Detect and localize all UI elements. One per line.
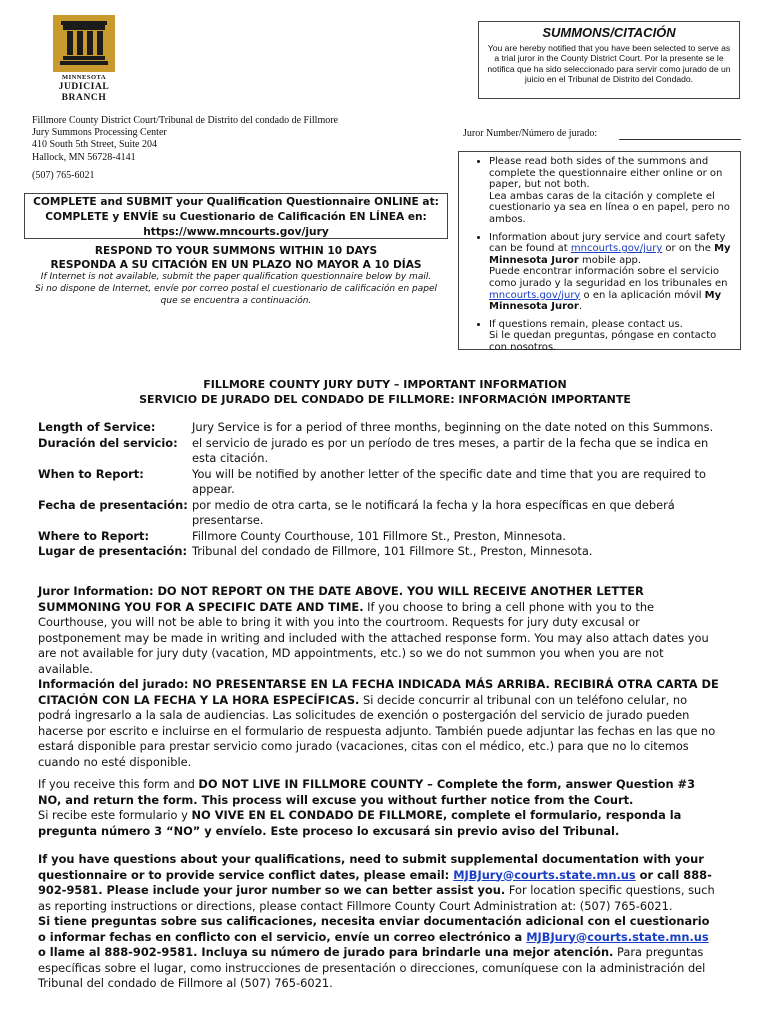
note-line: que se encuentra a continuación. [160,296,312,306]
info-row [38,467,718,498]
address-line: Fillmore County District Court/Tribunal de Distrito del condado de Fillmore [32,115,338,126]
info-value: Tribunal del condado de Fillmore, 101 Fillmore St., Preston, Minnesota. [192,544,593,558]
questions-text: For location specific questions, such as reporting instructions or directions, please contact Fillmore County Court Administration at: (507) 765-6021. [38,883,715,913]
instruction-text: o en la aplicación móvil [580,289,705,301]
respond-notice [24,244,448,272]
instruction-item [489,232,732,313]
summons-box [478,21,740,99]
info-value: You will be notified by another letter of the specific date and time that you are required to appear. [192,466,706,496]
summons-title: SUMMONS/CITACIÓN [542,25,676,40]
logo-line1: JUDICIAL [58,82,110,92]
info-title [0,378,770,407]
questions-section [38,852,720,992]
mncourts-link[interactable]: mncourts.gov/jury [489,289,581,301]
info-row [38,529,718,545]
juror-number-label: Juror Number/Número de jurado: [463,128,598,139]
juror-info-text: Si decide concurrir al tribunal con un teléfono celular, no podrá ingresarlo a la sala de audiencias. Las solicitudes de exención o postergación del servicio de jurado pueden hacerse por escrito e incluirse en el formulario de respuesta adjunto. También puede adjuntar las fechas en las que no estará disponible para prestar servicio como jurado (vacaciones, citas con el médico, etc.) para que no lo citemos cuando no esté disponible. [38,692,716,769]
questions-en [38,852,720,914]
respond-line-en: RESPOND TO YOUR SUMMONS WITHIN 10 DAYS [94,245,378,257]
note-line: If Internet is not available, submit the paper qualification questionnaire below by mail. [40,272,432,282]
mncourts-link[interactable]: mncourts.gov/jury [570,243,663,255]
info-label: Fecha de presentación: [38,497,188,512]
juror-info-heading: Juror Information: DO NOT REPORT ON THE DATE ABOVE. YOU WILL RECEIVE ANOTHER LETTER SUMMONING YOU FOR A SPECIFIC DATE AND TIME. [38,584,644,614]
questions-bold: o llame al 888-902-9581. Incluya su número de jurado para brindarle una mejor atención. [38,945,614,959]
not-resident-section [38,777,720,839]
info-value: por medio de otra carta, se le notificará la fecha y la hora específicas en que deberá presentarse. [192,497,675,527]
address-line: Jury Summons Processing Center [32,127,167,139]
juror-info-es [38,677,720,770]
info-label: Lugar de presentación: [38,544,188,558]
email-link[interactable]: MJBJury@courts.state.mn.us [453,867,636,882]
judicial-branch-logo [53,15,115,72]
questionnaire-url-link[interactable]: https://www.mncourts.gov/jury [143,226,329,238]
instruction-text: Information about jury service and court safety can be found at [489,231,726,255]
logo-state: MINNESOTA [61,74,107,81]
instruction-es: Si le quedan preguntas, póngase en contacto con nosotros. [489,330,717,353]
not-resident-text: If you receive this form and [38,777,199,791]
instruction-text: mobile app. [578,254,642,266]
address-line: Hallock, MN 56728-4141 [32,151,136,163]
not-resident-es [38,808,720,839]
app-name: My Minnesota Juror [489,289,722,313]
instruction-text: Puede encontrar información sobre el servicio como jurado y la seguridad en los tribunales en [489,266,728,289]
internet-note [18,271,454,307]
juror-info-section [38,584,720,770]
info-title-en: FILLMORE COUNTY JURY DUTY – IMPORTANT INFORMATION [203,378,567,391]
juror-number-field[interactable] [619,139,741,140]
courthouse-icon [53,15,115,72]
info-row [38,544,718,560]
questions-bold: Si tiene preguntas sobre sus calificaciones, necesita enviar documentación adicional con el cuestionario o informar fechas en conflicto con el servicio, envíe un correo electrónico a [38,914,710,944]
info-row [38,436,718,467]
info-table [38,420,718,560]
court-phone: (507) 765-6021 [32,170,95,181]
court-address [32,115,338,164]
logo-line2: BRANCH [61,93,107,103]
juror-info-text: If you choose to bring a cell phone with you to the Courthouse, you will not be able to bring it with you into the courtroom. Requests for jury duty excusal or postponement may be made in writing and included with the attached response form. You may also attach dates you are not available for jury duty (vacation, MD appointments, etc.) so we do not summon you when you are not available. [38,599,709,676]
instruction-en: If questions remain, please contact us. [489,318,683,330]
note-line: Si no dispone de Internet, envíe por correo postal el cuestionario de calificación en papel [35,284,437,294]
info-label: When to Report: [38,466,144,481]
questionnaire-line-en: COMPLETE and SUBMIT your Qualification Questionnaire ONLINE at: [33,196,439,208]
info-label: Duración del servicio: [38,435,178,450]
instruction-en: Please read both sides of the summons and complete the questionnaire either online or on paper, but not both. [489,156,723,191]
info-row [38,420,718,436]
summons-text: You are hereby notified that you have been selected to serve as a trial juror in the County District Court. Por la presente se le notifica que ha sido seleccionado para servir como jurado de un juicio en el Tribunal de Distrito del Condado. [487,43,731,84]
not-resident-bold: DO NOT LIVE IN FILLMORE COUNTY – Complete the form, answer Question #3 NO, and return the form. This process will excuse you without further notice from the Court. [38,777,696,807]
questionnaire-line-es: COMPLETE y ENVÍE su Cuestionario de Calificación EN LÍNEA en: [45,211,427,223]
info-value: Fillmore County Courthouse, 101 Fillmore St., Preston, Minnesota. [192,528,567,543]
respond-line-es: RESPONDA A SU CITACIÓN EN UN PLAZO NO MAYOR A 10 DÍAS [50,259,422,271]
not-resident-en [38,777,720,808]
info-title-es: SERVICIO DE JURADO DEL CONDADO DE FILLMORE: INFORMACIÓN IMPORTANTE [139,392,631,406]
instruction-text: . [578,301,582,313]
instruction-item [489,156,732,226]
not-resident-text: Si recibe este formulario y [38,808,192,822]
info-label: Where to Report: [38,528,150,543]
questions-bold: If you have questions about your qualifications, need to submit supplemental documentation with your questionnaire or to provide service conflict dates, please email: [38,852,704,882]
instruction-es: Lea ambas caras de la citación y complete el cuestionario ya sea en línea o en papel, pero no ambos. [489,190,730,225]
questions-text: Para preguntas específicas sobre el lugar, como instrucciones de presentación o direcciones, comuníquese con la administración del Tribunal del condado de Fillmore al (507) 765-6021. [38,945,706,990]
juror-info-heading: Información del jurado: NO PRESENTARSE EN LA FECHA INDICADA MÁS ARRIBA. RECIBIRÁ OTRA CARTA DE CITACIÓN CON LA FECHA Y LA HORA ESPECÍFICAS. [38,677,719,707]
questions-es [38,914,720,992]
info-row [38,498,718,529]
juror-info-en [38,584,720,677]
email-link[interactable]: MJBJury@courts.state.mn.us [526,929,709,944]
questions-bold: or call 888-902-9581. Please include your juror number so we can better assist you. [38,867,712,897]
address-line: 410 South 5th Street, Suite 204 [32,139,157,151]
instruction-text: or on the [662,243,715,255]
instruction-item [489,319,732,354]
instructions-box [458,151,741,353]
info-label: Length of Service: [38,420,156,434]
not-resident-bold: NO VIVE EN EL CONDADO DE FILLMORE, complete el formulario, responda la pregunta número 3 “NO” y envíelo. Este proceso lo excusará sin previo aviso del Tribunal. [38,808,682,838]
app-name: My Minnesota Juror [489,243,731,266]
online-questionnaire-box [24,193,448,239]
info-value: Jury Service is for a period of three months, beginning on the date noted on this Summons. [192,420,714,434]
info-value: el servicio de jurado es por un período de tres meses, a partir de la fecha que se indica en esta citación. [192,435,709,465]
